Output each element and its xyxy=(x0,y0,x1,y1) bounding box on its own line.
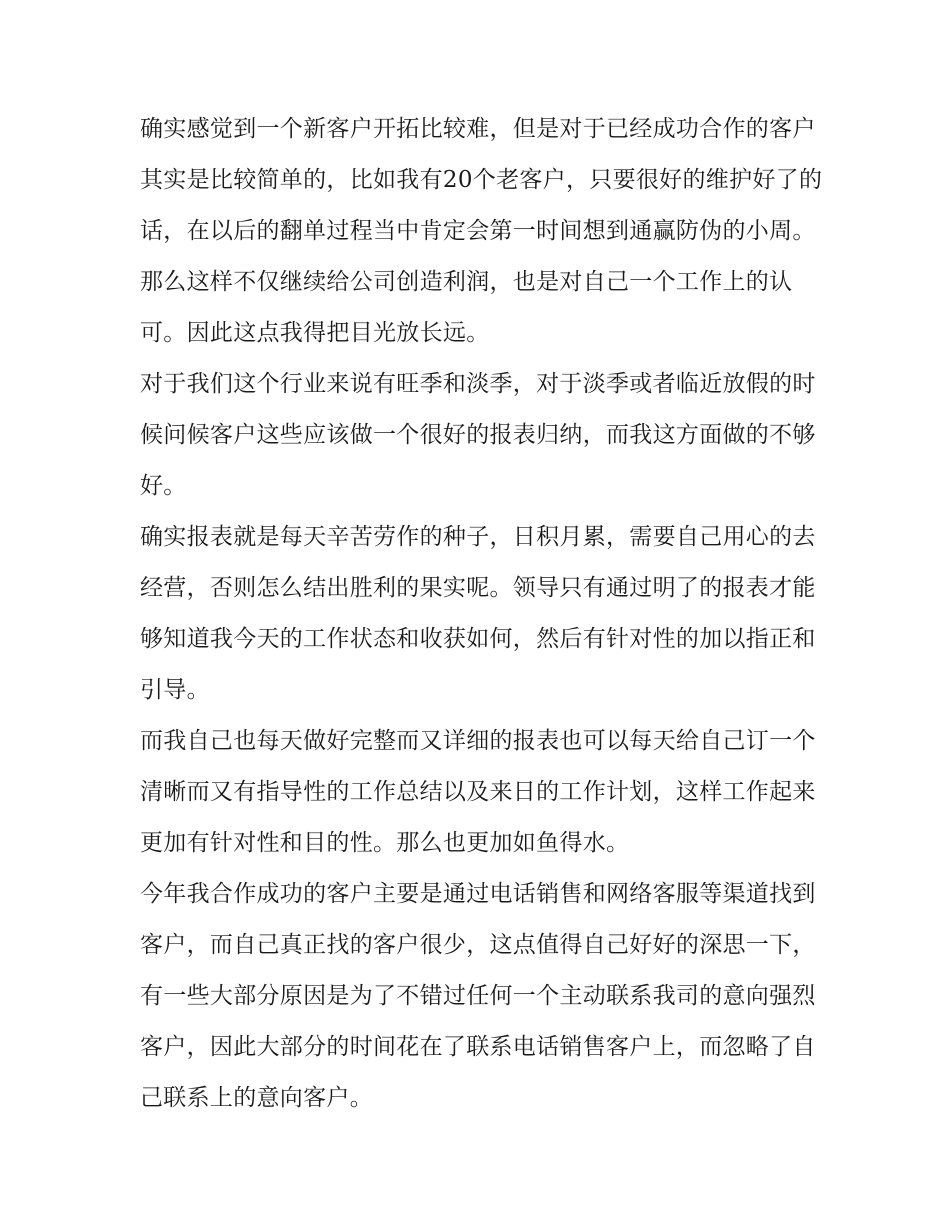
paragraph-2: 对于我们这个行业来说有旺季和淡季，对于淡季或者临近放假的时候问候客户这些应该做一个很好的报表归纳，而我这方面做的不够好。 xyxy=(140,371,816,499)
paragraph-1: 确实感觉到一个新客户开拓比较难，但是对于已经成功合作的客户其实是比较简单的，比如我有20个老客户，只要很好的维护好了的话，在以后的翻单过程当中肯定会第一时间想到通赢防伪的小周。那么这样不仅继续给公司创造利润，也是对自己一个工作上的认可。因此这点我得把目光放长远。 xyxy=(140,116,823,346)
paragraph-5: 今年我合作成功的客户主要是通过电话销售和网络客服等渠道找到客户，而自己真正找的客户很少，这点值得自己好好的深思一下，有一些大部分原因是为了不错过任何一个主动联系我司的意向强烈客户，因此大部分的时间花在了联系电话销售客户上，而忽略了自己联系上的意向客户。 xyxy=(140,881,816,1111)
paragraph-3: 确实报表就是每天辛苦劳作的种子，日积月累，需要自己用心的去经营，否则怎么结出胜利的果实呢。领导只有通过明了的报表才能够知道我今天的工作状态和收获如何，然后有针对性的加以指正和引导。 xyxy=(140,524,816,703)
document-body xyxy=(140,104,830,1124)
paragraph-4: 而我自己也每天做好完整而又详细的报表也可以每天给自己订一个清晰而又有指导性的工作总结以及来日的工作计划，这样工作起来更加有针对性和目的性。那么也更加如鱼得水。 xyxy=(140,728,816,856)
